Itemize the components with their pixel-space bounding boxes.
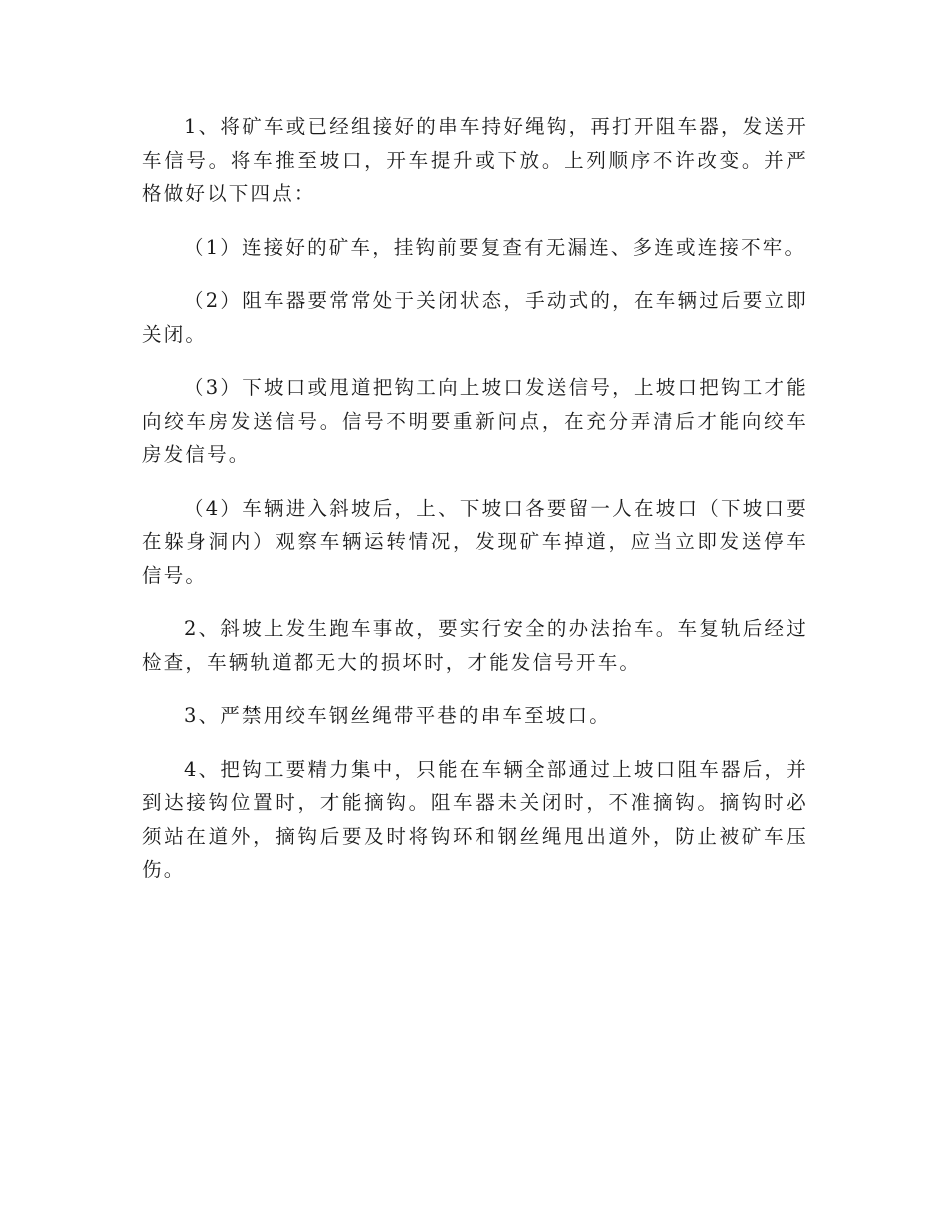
- paragraph-1-3: （3）下坡口或甩道把钩工向上坡口发送信号，上坡口把钩工才能向绞车房发送信号。信号不明要重新问点，在充分弄清后才能向绞车房发信号。: [142, 376, 808, 466]
- document-body: [142, 110, 808, 907]
- paragraph-2: 2、斜坡上发生跑车事故，要实行安全的办法抬车。车复轨后经过检查，车辆轨道都无大的损坏时，才能发信号开车。: [142, 617, 808, 674]
- paragraph-1-4: （4）车辆进入斜坡后，上、下坡口各要留一人在坡口（下坡口要在躲身洞内）观察车辆运转情况，发现矿车掉道，应当立即发送停车信号。: [142, 496, 808, 587]
- paragraph-1: 1、将矿车或已经组接好的串车持好绳钩，再打开阻车器，发送开车信号。将车推至坡口，开车提升或下放。上列顺序不许改变。并严格做好以下四点：: [142, 115, 808, 205]
- paragraph-1-2: （2）阻车器要常常处于关闭状态，手动式的，在车辆过后要立即关闭。: [142, 289, 808, 346]
- paragraph-1-1: （1）连接好的矿车，挂钩前要复查有无漏连、多连或连接不牢。: [184, 235, 807, 259]
- paragraph-3: 3、严禁用绞车钢丝绳带平巷的串车至坡口。: [184, 704, 611, 727]
- paragraph-4: 4、把钩工要精力集中，只能在车辆全部通过上坡口阻车器后，并到达接钩位置时，才能摘钩。阻车器未关闭时，不准摘钩。摘钩时必须站在道外，摘钩后要及时将钩环和钢丝绳甩出道外，防止被矿车压伤。: [142, 757, 808, 881]
